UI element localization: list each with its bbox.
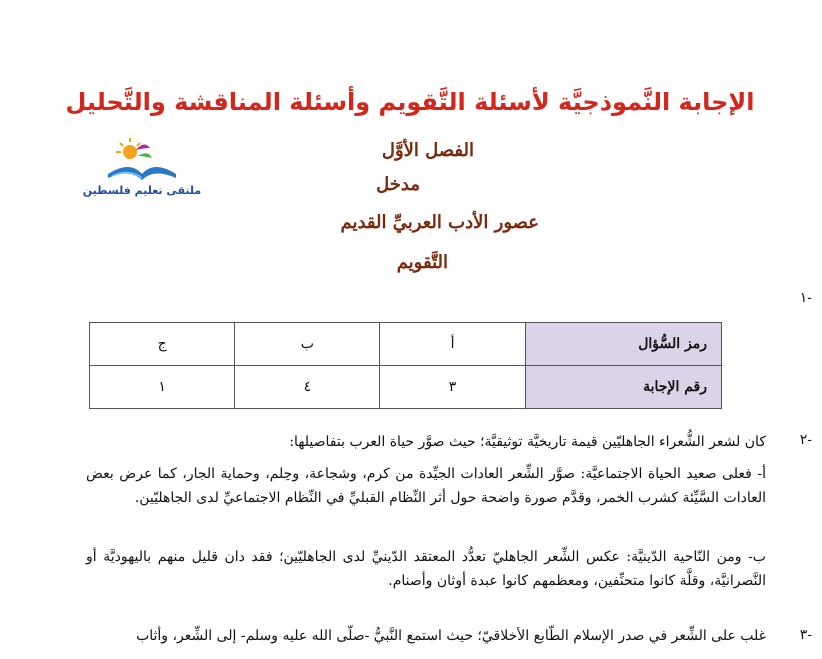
topic-heading: عصور الأدب العربيِّ القديم bbox=[340, 212, 539, 233]
chapter-heading: الفصل الأوَّل bbox=[381, 140, 474, 161]
table-cell: أ bbox=[380, 323, 525, 366]
question-2-intro: كان لشعر الشُّعراء الجاهليّين قيمة تاريخيَّة توثيقيَّة؛ حيث صوَّر حياة العرب بتفاصيلها: bbox=[289, 434, 766, 450]
page-title: الإجابة النَّموذجيَّة لأسئلة التَّقويم وأسئلة المناقشة والتَّحليل bbox=[65, 88, 755, 116]
book-sun-logo-icon bbox=[78, 134, 206, 186]
table-cell: ج bbox=[90, 323, 235, 366]
table-cell: ب bbox=[235, 323, 380, 366]
evaluation-heading: التَّقويم bbox=[396, 252, 448, 273]
table-cell: ٤ bbox=[235, 366, 380, 409]
table-cell: ١ bbox=[90, 366, 235, 409]
table-header-cell: رقم الإجابة bbox=[525, 366, 721, 409]
table-row bbox=[90, 366, 722, 409]
site-logo bbox=[78, 134, 206, 206]
answer-table bbox=[89, 322, 722, 409]
question-3-number: -٣ bbox=[799, 627, 812, 643]
table-cell: ٣ bbox=[380, 366, 525, 409]
question-2-number: -٢ bbox=[799, 432, 812, 448]
section-heading: مدخل bbox=[376, 174, 420, 195]
question-3-text: غلب على الشِّعر في صدر الإسلام الطّابع الأخلاقيّ؛ حيث استمع النَّبيُّ -صلّى الله عليه وسلم- إلى الشِّعر، وأثاب bbox=[136, 628, 766, 644]
table-row bbox=[90, 323, 722, 366]
table-header-cell: رمز السُّؤال bbox=[525, 323, 721, 366]
question-2-point-a: أ- فعلى صعيد الحياة الاجتماعيَّة: صوَّر الشِّعر العادات الجيِّدة من كرم، وشجاعة، وحِلم، وحماية الجار، كما عرض بعض العادات السَّيِّئة كشرب الخمر، وقدَّم صورة واضحة حول أثر النِّظام القبليِّ في النِّظام الاجتماعيِّ لدى الجاهليّين. bbox=[86, 466, 766, 506]
logo-text: ملتقى تعليم فلسطين bbox=[82, 184, 202, 197]
question-2-point-b: ب- ومن النّاحية الدّينيَّة: عكس الشِّعر الجاهليّ تعدُّد المعتقد الدّينيِّ لدى الجاهليّين؛ فقد دان قليل منهم باليهوديَّة أو النَّصرانيَّة، وقلَّة كانوا متحنِّفين، ومعظمهم كانوا عبدة أوثان وأصنام. bbox=[86, 549, 766, 589]
question-1-number: -١ bbox=[799, 290, 812, 306]
